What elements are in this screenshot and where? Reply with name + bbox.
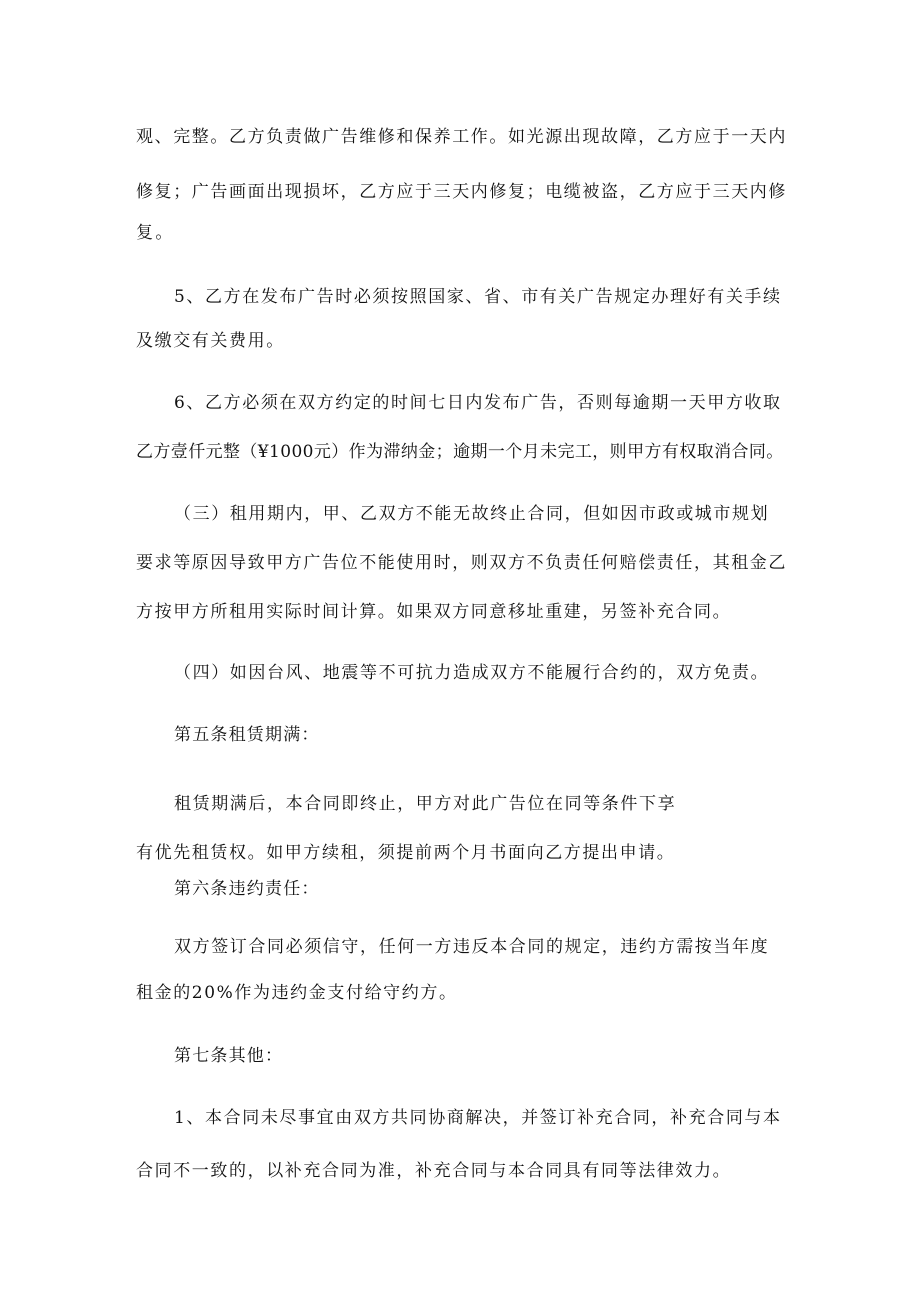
paragraph-3-line-2: 乙方壹仟元整（¥1000元）作为滞纳金；逾期一个月未完工，则甲方有权取消合同。 — [136, 442, 784, 462]
paragraph-1-line-1: 观、完整。乙方负责做广告维修和保养工作。如光源出现故障，乙方应于一天内 — [136, 127, 787, 147]
section-7-heading: 第七条其他： — [174, 1046, 284, 1066]
paragraph-2-line-1: 5、乙方在发布广告时必须按照国家、省、市有关广告规定办理好有关手续 — [174, 287, 782, 307]
section-6-heading: 第六条违约责任： — [174, 879, 320, 899]
section-7-item-1-line-2: 合同不一致的，以补充合同为准，补充合同与本合同具有同等法律效力。 — [136, 1161, 732, 1181]
section-6-body-line-2: 租金的20%作为违约金支付给守约方。 — [136, 983, 458, 1003]
paragraph-4-line-2: 要求等原因导致甲方广告位不能使用时，则双方不负责任何赔偿责任，其租金乙 — [136, 553, 787, 573]
paragraph-4-line-1: （三）租用期内，甲、乙双方不能无故终止合同，但如因市政或城市规划 — [174, 504, 770, 524]
section-6-body-line-1: 双方签订合同必须信守，任何一方违反本合同的规定，违约方需按当年度 — [174, 937, 770, 957]
section-5-heading: 第五条租赁期满： — [174, 725, 320, 745]
paragraph-3-line-1: 6、乙方必须在双方约定的时间七日内发布广告，否则每逾期一天甲方收取 — [174, 393, 782, 413]
section-7-item-1-line-1: 1、本合同未尽事宜由双方共同协商解决，并签订补充合同，补充合同与本 — [174, 1108, 782, 1128]
paragraph-5-line-1: （四）如因台风、地震等不可抗力造成双方不能履行合约的，双方免责。 — [174, 663, 770, 683]
paragraph-2-line-2: 及缴交有关费用。 — [136, 331, 285, 351]
paragraph-1-line-2: 修复；广告画面出现损坏，乙方应于三天内修复；电缆被盗，乙方应于三天内修 — [136, 182, 787, 202]
paragraph-1-line-3: 复。 — [136, 223, 175, 243]
section-5-body-line-2: 有优先租赁权。如甲方续租，须提前两个月书面向乙方提出申请。 — [136, 843, 676, 863]
section-5-body-line-1: 租赁期满后，本合同即终止，甲方对此广告位在同等条件下享 — [174, 794, 677, 814]
paragraph-4-line-3: 方按甲方所租用实际时间计算。如果双方同意移址重建，另签补充合同。 — [136, 602, 732, 622]
